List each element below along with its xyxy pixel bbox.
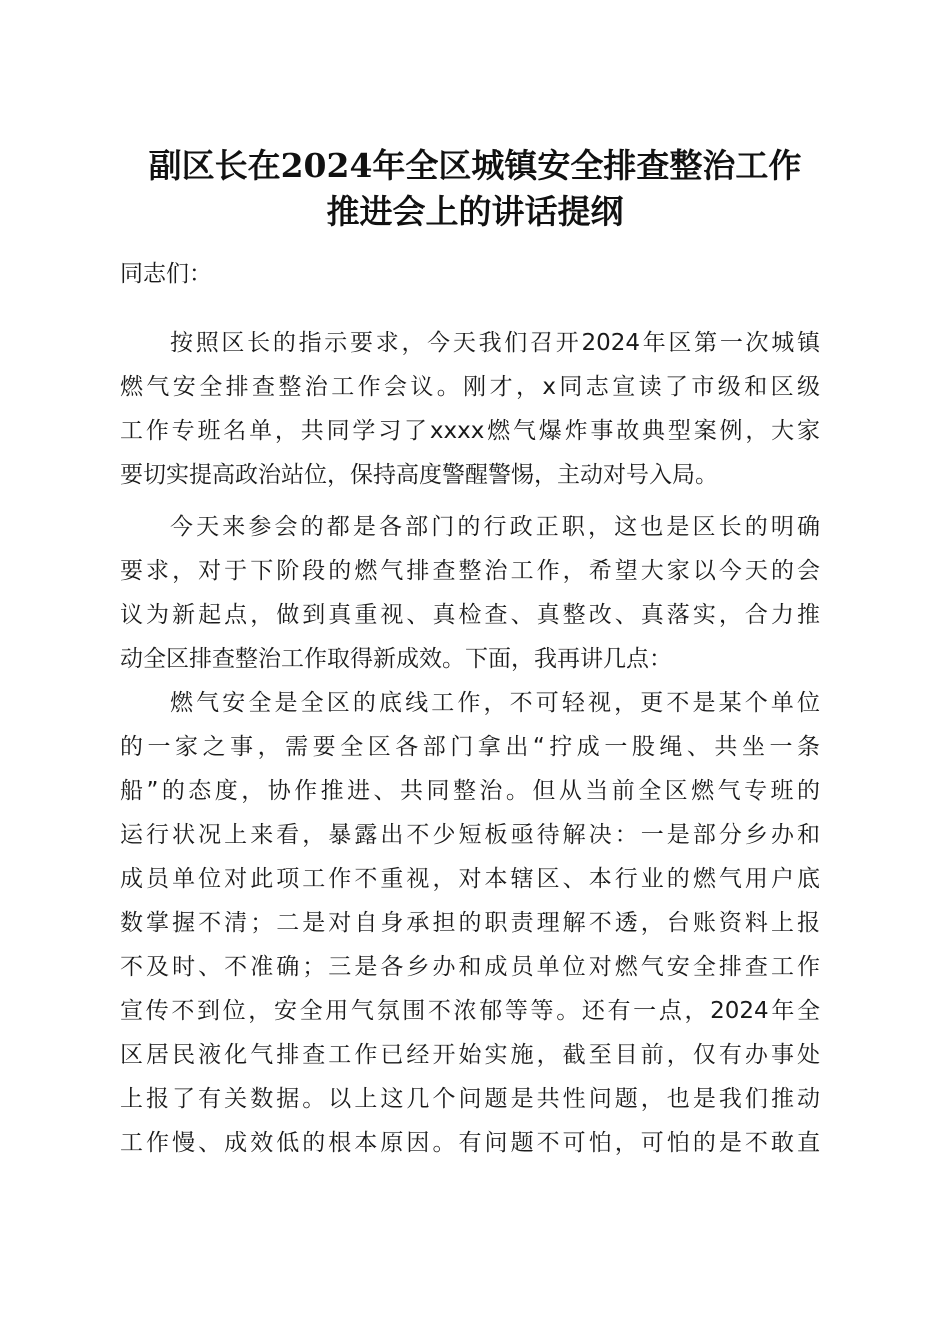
text-line: 按照区长的指示要求，今天我们召开2024年区第一次城镇 [170, 330, 820, 356]
text-line: 燃气安全排查整治工作会议。刚才，x同志宣读了市级和区级 [120, 374, 820, 400]
text-line: 宣传不到位，安全用气氛围不浓郁等等。还有一点，2024年全 [120, 998, 820, 1024]
text-line: 工作专班名单，共同学习了xxxx燃气爆炸事故典型案例，大家 [120, 418, 820, 444]
text-line: 要求，对于下阶段的燃气排查整治工作，希望大家以今天的会 [120, 558, 820, 584]
text-line: 要切实提高政治站位，保持高度警醒警惕，主动对号入局。 [120, 462, 718, 488]
text-line: 运行状况上来看，暴露出不少短板亟待解决：一是部分乡办和 [120, 822, 820, 848]
text-line: 不及时、不准确；三是各乡办和成员单位对燃气安全排查工作 [120, 954, 820, 980]
text-line: 的一家之事，需要全区各部门拿出“拧成一股绳、共坐一条 [120, 734, 820, 760]
document-title-line-2: 推进会上的讲话提纲 [326, 192, 624, 231]
text-line: 燃气安全是全区的底线工作，不可轻视，更不是某个单位 [170, 690, 820, 716]
greeting: 同志们： [120, 261, 212, 287]
text-line: 成员单位对此项工作不重视，对本辖区、本行业的燃气用户底 [120, 866, 820, 892]
text-line: 议为新起点，做到真重视、真检查、真整改、真落实，合力推 [120, 602, 820, 628]
text-line: 船”的态度，协作推进、共同整治。但从当前全区燃气专班的 [120, 778, 820, 804]
text-line: 动全区排查整治工作取得新成效。下面，我再讲几点： [120, 646, 672, 672]
text-line: 工作慢、成效低的根本原因。有问题不可怕，可怕的是不敢直 [120, 1130, 820, 1156]
text-line: 今天来参会的都是各部门的行政正职，这也是区长的明确 [170, 514, 820, 540]
document-title-line-1: 副区长在2024年全区城镇安全排查整治工作 [148, 146, 802, 185]
text-line: 区居民液化气排查工作已经开始实施，截至目前，仅有办事处 [120, 1042, 820, 1068]
text-line: 上报了有关数据。以上这几个问题是共性问题，也是我们推动 [120, 1086, 820, 1112]
text-line: 数掌握不清；二是对自身承担的职责理解不透，台账资料上报 [120, 910, 820, 936]
